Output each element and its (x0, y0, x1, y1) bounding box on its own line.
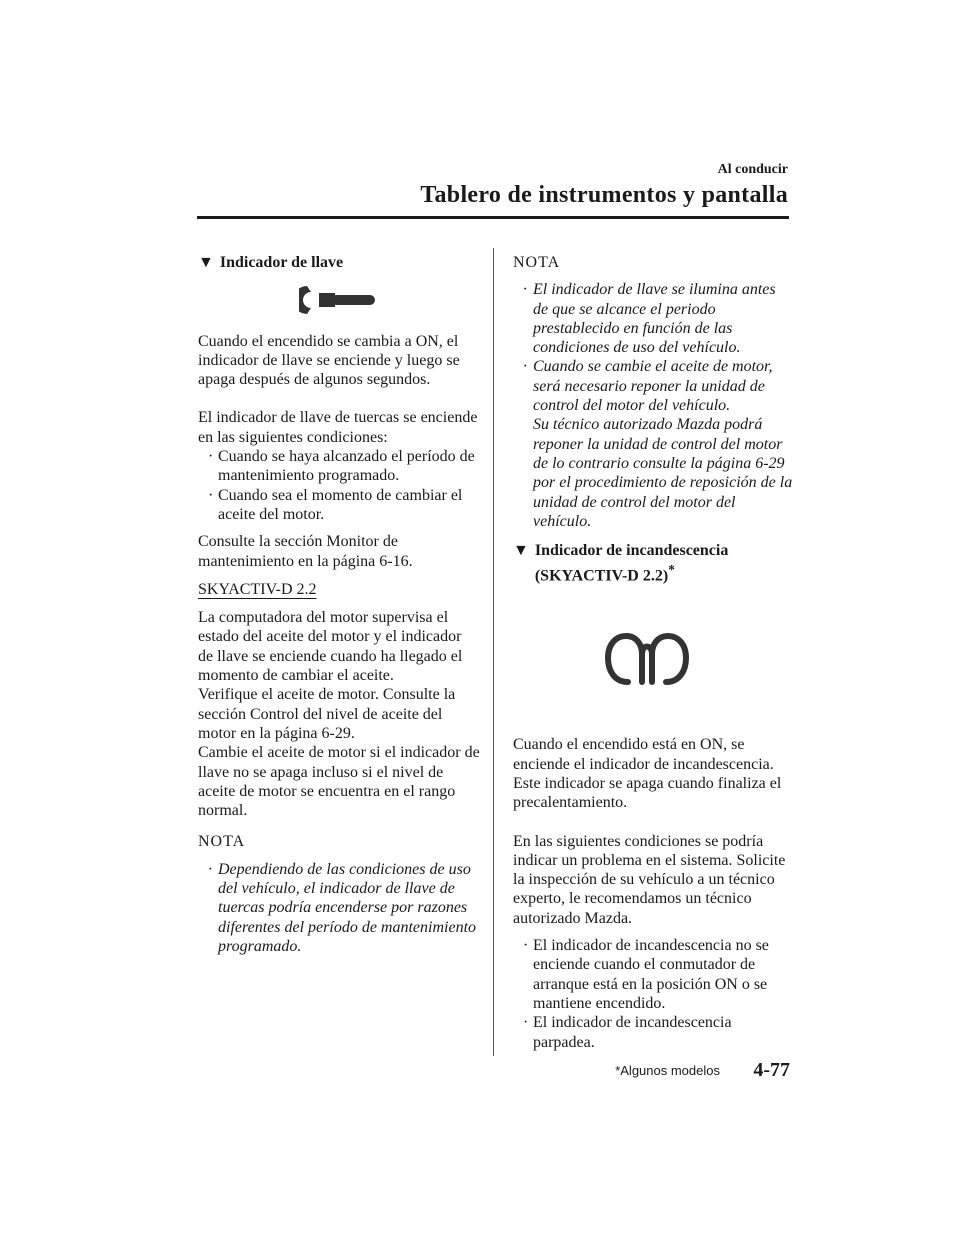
list-item (208, 447, 480, 486)
heading-line: (SKYACTIV-D 2.2) (534, 567, 669, 585)
list-item (208, 486, 480, 525)
paragraph: En las siguientes condiciones se podría indicar un problema en el sistema. Solicite la inspección de su vehículo a un técnico experto, le recomendamos un técnico autorizado Mazda. (513, 832, 786, 927)
section-heading-glow (513, 541, 793, 586)
note-item-body (533, 357, 793, 531)
bullet-icon: · (523, 358, 527, 376)
heading-line: Indicador de incandescencia (534, 542, 729, 560)
header-section-label: Al conducir (717, 162, 788, 177)
wrench-icon (299, 282, 379, 318)
note-item-text: Cuando se cambie el aceite de motor, será necesario reponer la unidad de control del motor del vehículo. (533, 358, 773, 415)
section-heading-wrench (198, 253, 480, 272)
column-divider (493, 248, 494, 1056)
note-item (523, 280, 793, 357)
list-item-text: El indicador de incandescencia parpadea. (533, 1014, 732, 1051)
list-item-text: Cuando se haya alcanzado el período de mantenimiento programado. (218, 448, 475, 485)
page-title: Tablero de instrumentos y pantalla (420, 182, 788, 208)
bullet-icon: · (523, 937, 529, 955)
paragraph: Consulte la sección Monitor de mantenimiento en la página 6-16. (198, 533, 413, 570)
note-item-text: Dependiendo de las condiciones de uso del vehículo, el indicador de llave de tuercas podría encenderse por razones diferentes del período de mantenimiento programado. (218, 860, 477, 955)
list-item (523, 936, 793, 1013)
list-item-text: El indicador de incandescencia no se enciende cuando el conmutador de arranque está en la posición ON o se mantiene encendido. (533, 937, 769, 1012)
section-heading-text (535, 541, 729, 586)
section-heading-text: Indicador de llave (219, 254, 344, 271)
note-item-text: El indicador de llave se ilumina antes de que se alcance el periodo prestablecido en función de las condiciones de uso del vehículo. (533, 281, 776, 357)
note-label: NOTA (198, 833, 246, 851)
bullet-icon: · (208, 448, 214, 466)
triangle-marker-icon: ▼ (513, 542, 529, 560)
paragraph: Cuando el encendido se cambia a ON, el indicador de llave se enciende y luego se apaga después de algunos segundos. (198, 332, 460, 389)
glow-plug-icon (602, 630, 692, 688)
bullet-icon: · (523, 281, 527, 299)
paragraph: La computadora del motor supervisa el estado del aceite del motor y el indicador de llave se enciende cuando ha llegado el momento de cambiar el aceite. (198, 609, 463, 685)
subheading (198, 580, 480, 599)
heading-asterisk: * (668, 562, 675, 578)
right-column (513, 253, 793, 1052)
note-label: NOTA (513, 254, 561, 271)
list-item (523, 1013, 793, 1052)
header-rule (197, 216, 789, 219)
bullet-icon: · (208, 860, 212, 878)
wrench-indicator (198, 282, 480, 323)
footer-note: *Algunos modelos (615, 1063, 720, 1078)
bullet-icon: · (523, 1014, 529, 1032)
triangle-marker-icon: ▼ (198, 254, 214, 271)
paragraph: Cuando el encendido está en ON, se enciende el indicador de incandescencia. Este indicador se apaga cuando finaliza el precalentamiento. (513, 736, 782, 812)
paragraph: Verifique el aceite de motor. Consulte la sección Control del nivel de aceite del motor en la página 6-29. (198, 686, 456, 742)
page-number: 4-77 (753, 1059, 790, 1081)
subheading-text: SKYACTIV-D 2.2 (198, 580, 317, 598)
note-item (208, 860, 480, 956)
glow-indicator (513, 630, 793, 693)
paragraph: El indicador de llave de tuercas se enciende en las siguientes condiciones: (198, 409, 478, 446)
note-item (523, 357, 793, 531)
list-item-text: Cuando sea el momento de cambiar el aceite del motor. (218, 486, 463, 523)
bullet-icon: · (208, 486, 214, 504)
paragraph: Cambie el aceite de motor si el indicador de llave no se apaga incluso si el nivel de aceite de motor se encuentra en el rango normal. (198, 744, 480, 820)
note-item-text: Su técnico autorizado Mazda podrá reponer la unidad de control del motor de lo contrario consulte la página 6-29 por el procedimiento de reposición de la unidad de control del motor del vehículo. (533, 416, 793, 530)
left-column (198, 253, 480, 956)
